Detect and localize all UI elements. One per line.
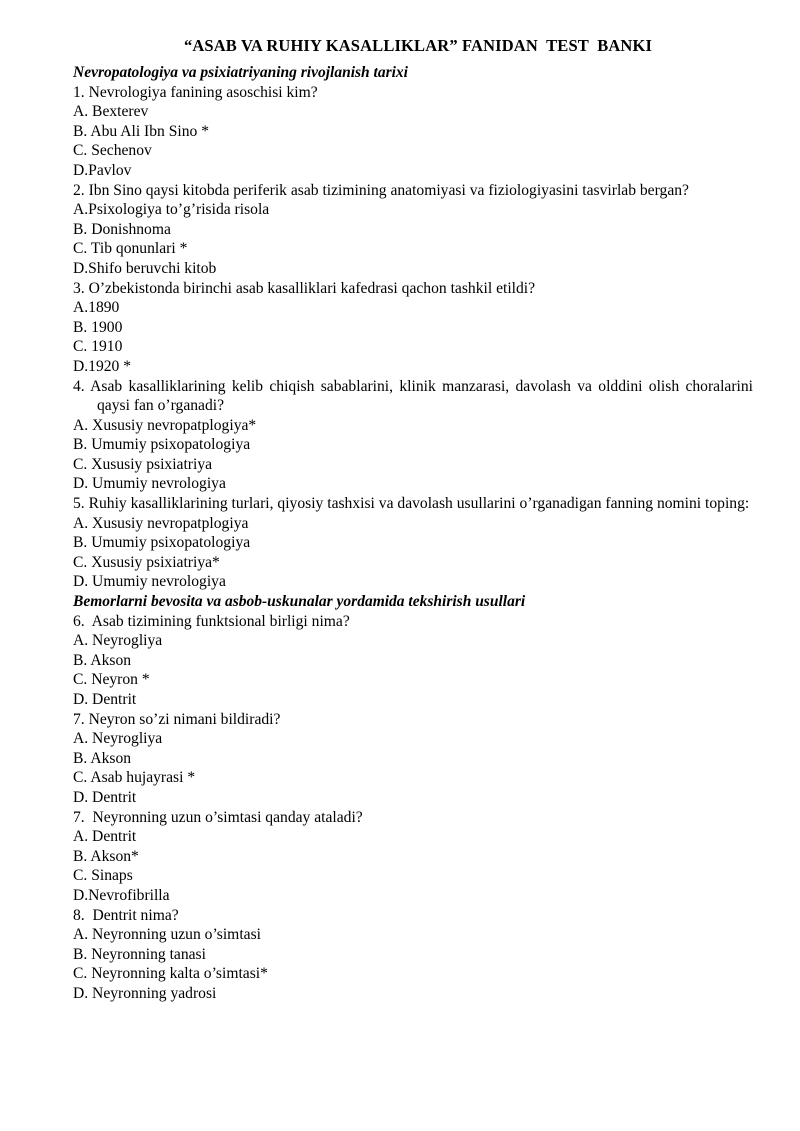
answer-option: A. Dentrit <box>73 828 137 846</box>
question-text: 4. Asab kasalliklarining kelib chiqish sabablarini, klinik manzarasi, davolash va olddini olish choralarini qaysi fan o’rganadi? <box>73 377 753 415</box>
answer-option: C. Neyron * <box>73 671 150 689</box>
answer-option: C. Neyronning kalta o’simtasi* <box>73 965 268 983</box>
question-text: 2. Ibn Sino qaysi kitobda periferik asab tizimining anatomiyasi va fiziologiyasini tasvirlab bergan? <box>73 181 689 199</box>
answer-option: A. Neyrogliya <box>73 730 163 748</box>
answer-option: A. Xususiy nevropatplogiya* <box>73 416 257 434</box>
answer-option: B. Akson* <box>73 847 139 865</box>
answer-option: D.Pavlov <box>73 161 132 179</box>
question-text: 8. Dentrit nima? <box>73 906 179 924</box>
answer-option: C. Xususiy psixiatriya* <box>73 553 220 571</box>
answer-option: C. Tib qonunlari * <box>73 240 188 258</box>
answer-option: C. Xususiy psixiatriya <box>73 455 213 473</box>
answer-option: B. 1900 <box>73 318 123 336</box>
answer-option: D. Umumiy nevrologiya <box>73 475 226 493</box>
answer-option: B. Umumiy psixopatologiya <box>73 534 251 552</box>
section-heading: Bemorlarni bevosita va asbob-uskunalar yordamida tekshirish usullari <box>73 593 526 611</box>
answer-option: C. Asab hujayrasi * <box>73 769 196 787</box>
answer-option: A. Neyrogliya <box>73 632 163 650</box>
question-text: 7. Neyron so’zi nimani bildiradi? <box>73 710 281 728</box>
answer-option: C. Sechenov <box>73 142 152 160</box>
answer-option: D. Neyronning yadrosi <box>73 984 217 1002</box>
answer-option: A.1890 <box>73 299 120 317</box>
answer-option: B. Akson <box>73 749 132 767</box>
question-text: 1. Nevrologiya fanining asoschisi kim? <box>73 83 318 101</box>
question-text: 5. Ruhiy kasalliklarining turlari, qiyosiy tashxisi va davolash usullarini o’rganadigan fanning nomini toping: <box>73 495 750 513</box>
section-heading: Nevropatologiya va psixiatriyaning rivojlanish tarixi <box>73 64 408 81</box>
answer-option: B. Abu Ali Ibn Sino * <box>73 122 210 140</box>
answer-option: A.Psixologiya to’g’risida risola <box>73 201 270 219</box>
page-title: “ASAB VA RUHIY KASALLIKLAR” FANIDAN TEST BANKI <box>183 36 653 55</box>
answer-option: D. Umumiy nevrologiya <box>73 573 226 591</box>
answer-option: A. Neyronning uzun o’simtasi <box>73 926 261 944</box>
answer-option: B. Donishnoma <box>73 220 171 238</box>
answer-option: D. Dentrit <box>73 788 137 806</box>
question-text: 7. Neyronning uzun o’simtasi qanday ataladi? <box>73 808 363 826</box>
answer-option: B. Umumiy psixopatologiya <box>73 436 251 454</box>
question-text: 3. O’zbekistonda birinchi asab kasalliklari kafedrasi qachon tashkil etildi? <box>73 279 536 297</box>
answer-option: C. 1910 <box>73 338 123 356</box>
answer-option: D.Shifo beruvchi kitob <box>73 259 217 277</box>
answer-option: D.1920 * <box>73 357 132 375</box>
answer-option: B. Akson <box>73 651 132 669</box>
question-text: 6. Asab tizimining funktsional birligi nima? <box>73 612 350 630</box>
document-body <box>73 63 753 1004</box>
answer-option: A. Xususiy nevropatplogiya <box>73 514 249 532</box>
answer-option: A. Bexterev <box>73 103 149 121</box>
answer-option: B. Neyronning tanasi <box>73 945 206 963</box>
answer-option: D.Nevrofibrilla <box>73 886 170 904</box>
answer-option: D. Dentrit <box>73 691 137 708</box>
answer-option: C. Sinaps <box>73 867 133 885</box>
